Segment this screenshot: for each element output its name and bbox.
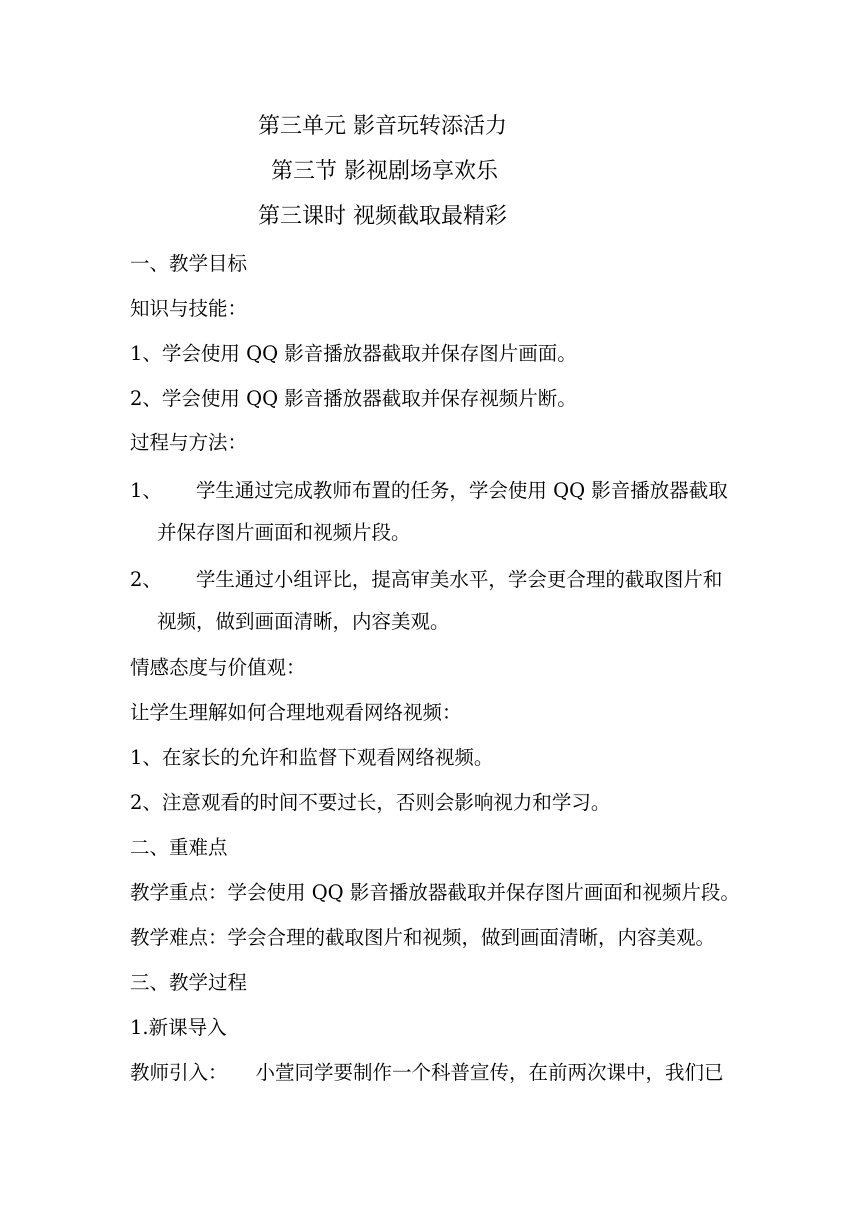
process-item-2-number: 2、	[130, 568, 162, 591]
teacher-intro-text: 小萱同学要制作一个科普宣传，在前两次课中，我们已	[255, 1061, 724, 1084]
process-item-1	[130, 477, 728, 505]
unit-title: 第三单元 影音玩转添活力	[258, 114, 507, 139]
process-item-2	[130, 566, 722, 594]
lesson-title: 第三课时 视频截取最精彩	[258, 204, 507, 229]
heading-process-methods: 过程与方法：	[130, 431, 248, 454]
emotion-item-2: 2、注意观看的时间不要过长，否则会影响视力和学习。	[130, 791, 611, 814]
heading-key-difficult-points: 二、重难点	[130, 836, 228, 859]
emotion-item-1: 1、在家长的允许和监督下观看网络视频。	[130, 746, 494, 769]
heading-emotion-values: 情感态度与价值观：	[130, 656, 306, 679]
teacher-intro-paragraph	[130, 1059, 724, 1087]
key-point: 教学重点：学会使用 QQ 影音播放器截取并保存图片画面和视频片段。	[130, 881, 740, 904]
heading-knowledge-skills: 知识与技能：	[130, 297, 248, 320]
knowledge-item-1: 1、学会使用 QQ 影音播放器截取并保存图片画面。	[130, 342, 577, 365]
section-title: 第三节 影视剧场享欢乐	[271, 159, 498, 184]
process-item-1-continuation: 并保存图片画面和视频片段。	[157, 521, 411, 544]
subheading-new-lesson-intro: 1.新课导入	[130, 1016, 227, 1039]
emotion-intro: 让学生理解如何合理地观看网络视频：	[130, 701, 462, 724]
process-item-1-number: 1、	[130, 479, 162, 502]
heading-teaching-goals: 一、教学目标	[130, 252, 248, 275]
process-item-2-continuation: 视频，做到画面清晰，内容美观。	[157, 610, 450, 633]
process-item-1-text: 学生通过完成教师布置的任务，学会使用 QQ 影音播放器截取	[195, 479, 728, 502]
difficult-point: 教学难点：学会合理的截取图片和视频，做到画面清晰，内容美观。	[130, 926, 716, 949]
knowledge-item-2: 2、学会使用 QQ 影音播放器截取并保存视频片断。	[130, 387, 577, 410]
heading-teaching-process: 三、教学过程	[130, 971, 248, 994]
teacher-intro-label: 教师引入：	[130, 1061, 228, 1084]
process-item-2-text: 学生通过小组评比，提高审美水平，学会更合理的截取图片和	[195, 568, 723, 591]
